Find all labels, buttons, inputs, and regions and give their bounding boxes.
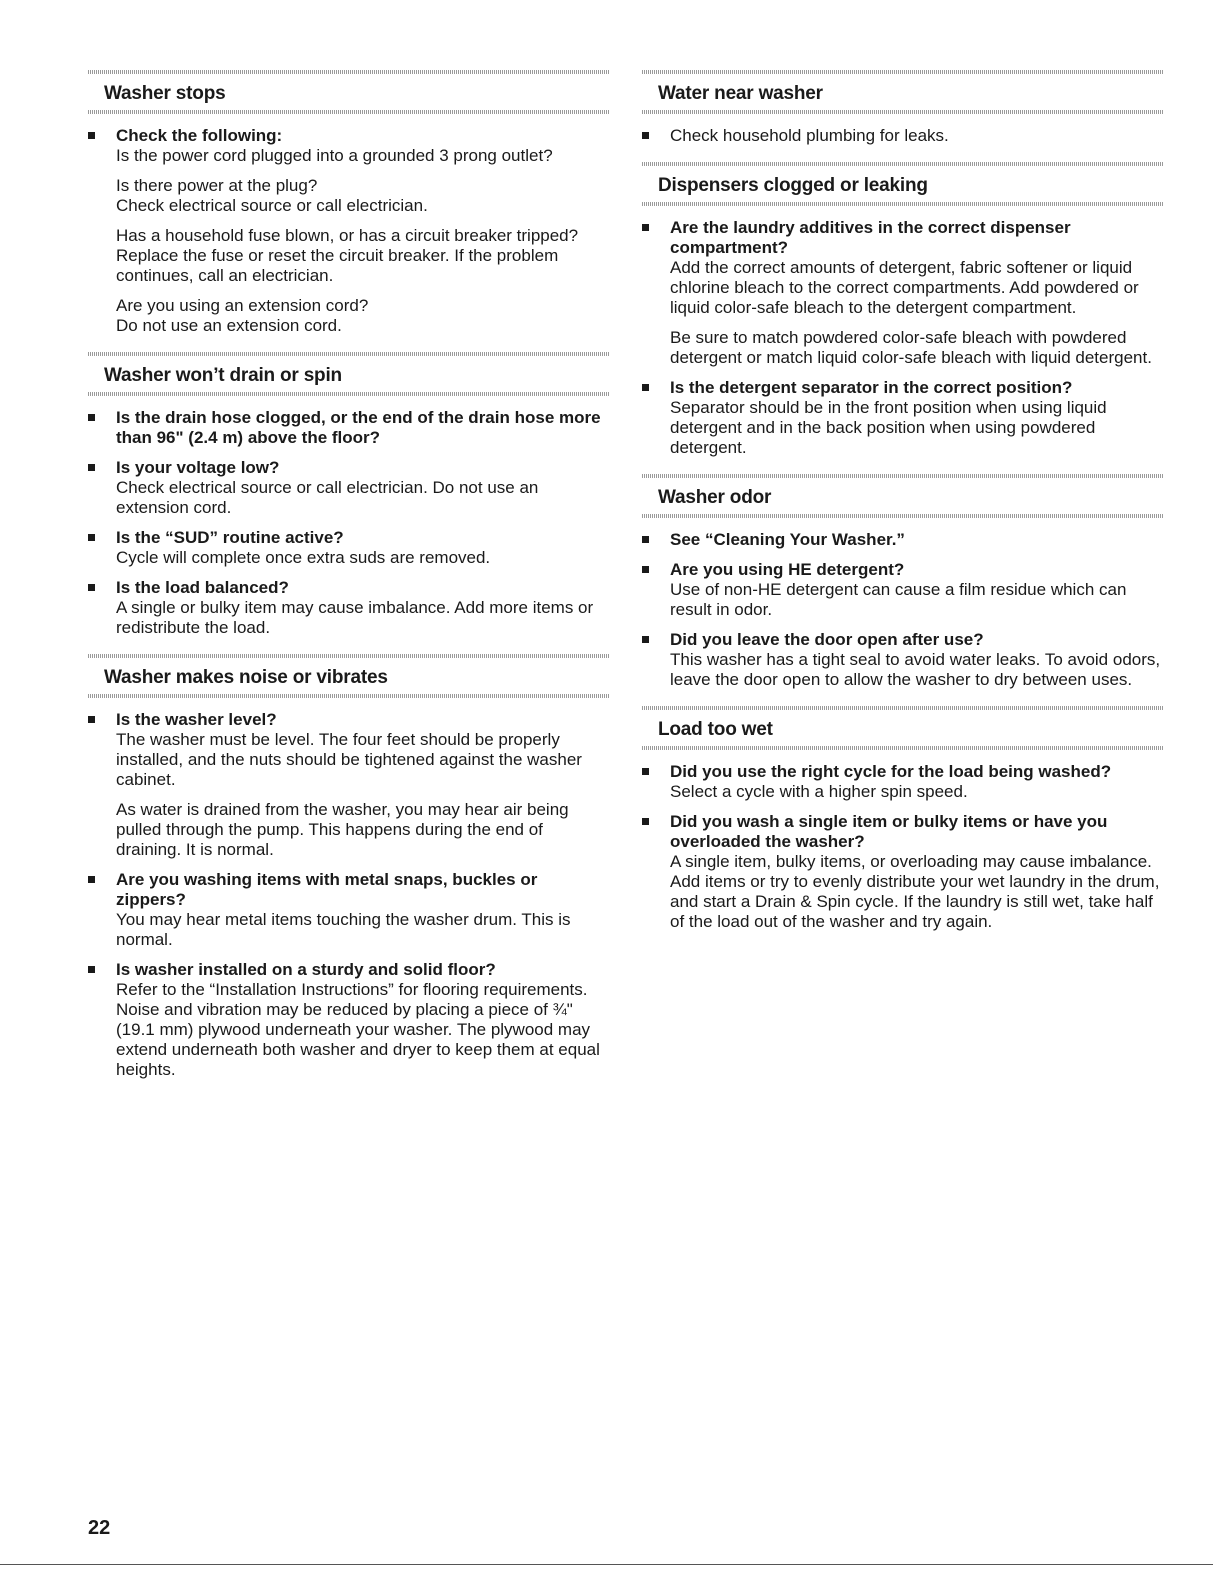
section-title: Water near washer <box>658 83 823 104</box>
square-bullet-icon <box>642 384 649 391</box>
section-title: Dispensers clogged or leaking <box>658 175 928 196</box>
square-bullet-icon <box>642 566 649 573</box>
answer-paragraph: Cycle will complete once extra suds are removed. <box>116 548 491 567</box>
answer-paragraph: The washer must be level. The four feet should be properly installed, and the nuts should be tightened against the washer cabinet. <box>116 730 582 789</box>
item-question: Did you leave the door open after use? <box>670 630 984 649</box>
square-bullet-icon <box>88 464 95 471</box>
item-list <box>88 114 610 336</box>
item-question: Is washer installed on a sturdy and solid floor? <box>116 960 496 979</box>
item-answer <box>670 852 1164 932</box>
item-question: Are you washing items with metal snaps, buckles or zippers? <box>116 870 538 909</box>
section-washer-stops <box>88 70 610 336</box>
answer-paragraph: Refer to the “Installation Instructions” for flooring requirements. Noise and vibration may be reduced by placing a piece of ¾" (19.1 mm) plywood underneath your washer. The plywood may extend underneath both washer and dryer to keep them at equal heights. <box>116 980 600 1079</box>
item-list <box>642 518 1164 690</box>
item-list <box>642 114 1164 146</box>
answer-paragraph: Separator should be in the front position when using liquid detergent and in the back position when using powdered detergent. <box>670 398 1107 457</box>
answer-paragraph: Check household plumbing for leaks. <box>670 126 949 145</box>
footer-rule <box>0 1564 1213 1565</box>
item-list <box>642 206 1164 458</box>
section-washer-won-t-drain-or-spin <box>88 352 610 638</box>
section-title: Washer odor <box>658 487 772 508</box>
item-question: Is the “SUD” routine active? <box>116 528 344 547</box>
item-answer <box>670 258 1164 368</box>
page-number: 22 <box>88 1517 111 1539</box>
item-answer <box>116 910 610 950</box>
square-bullet-icon <box>88 414 95 421</box>
list-item <box>88 528 610 568</box>
section-washer-makes-noise-or-vibrates <box>88 654 610 1080</box>
list-item <box>88 870 610 950</box>
section-title: Washer makes noise or vibrates <box>104 667 388 688</box>
square-bullet-icon <box>642 636 649 643</box>
answer-paragraph: Has a household fuse blown, or has a circuit breaker tripped? Replace the fuse or reset the circuit breaker. If the problem continues, call an electrician. <box>116 226 579 285</box>
square-bullet-icon <box>642 224 649 231</box>
answer-paragraph: Add the correct amounts of detergent, fabric softener or liquid chlorine bleach to the correct compartments. Add powdered or liquid color-safe bleach to the detergent compartment. <box>670 258 1139 317</box>
list-item <box>88 458 610 518</box>
square-bullet-icon <box>88 876 95 883</box>
item-question: See “Cleaning Your Washer.” <box>670 530 905 549</box>
item-answer <box>670 580 1164 620</box>
left-column <box>88 70 610 1096</box>
list-item <box>88 408 610 448</box>
section-dispensers-clogged-or-leaking <box>642 162 1164 458</box>
answer-paragraph: As water is drained from the washer, you may hear air being pulled through the pump. This happens during the end of draining. It is normal. <box>116 800 569 859</box>
square-bullet-icon <box>88 584 95 591</box>
list-item <box>642 560 1164 620</box>
item-answer <box>116 730 610 860</box>
list-item <box>642 126 1164 146</box>
square-bullet-icon <box>88 716 95 723</box>
list-item <box>642 762 1164 802</box>
answer-paragraph: Check electrical source or call electrician. Do not use an extension cord. <box>116 478 539 517</box>
square-bullet-icon <box>88 966 95 973</box>
square-bullet-icon <box>642 536 649 543</box>
item-list <box>642 750 1164 932</box>
answer-paragraph: Are you using an extension cord? Do not use an extension cord. <box>116 296 369 335</box>
item-question: Is the washer level? <box>116 710 277 729</box>
square-bullet-icon <box>642 818 649 825</box>
list-item <box>642 812 1164 932</box>
item-answer <box>116 980 610 1080</box>
list-item <box>642 218 1164 368</box>
answer-paragraph: Use of non-HE detergent can cause a film residue which can result in odor. <box>670 580 1127 619</box>
list-item <box>88 960 610 1080</box>
item-answer <box>116 548 610 568</box>
item-answer <box>670 650 1164 690</box>
section-washer-odor <box>642 474 1164 690</box>
right-column <box>642 70 1164 948</box>
answer-paragraph: This washer has a tight seal to avoid water leaks. To avoid odors, leave the door open to allow the washer to dry between uses. <box>670 650 1161 689</box>
item-question: Check the following: <box>116 126 283 145</box>
item-question: Is the load balanced? <box>116 578 289 597</box>
section-title: Washer stops <box>104 83 226 104</box>
item-question: Did you use the right cycle for the load being washed? <box>670 762 1112 781</box>
item-question: Is your voltage low? <box>116 458 280 477</box>
section-water-near-washer <box>642 70 1164 146</box>
list-item <box>88 710 610 860</box>
square-bullet-icon <box>642 768 649 775</box>
square-bullet-icon <box>88 132 95 139</box>
list-item <box>88 578 610 638</box>
list-item <box>642 530 1164 550</box>
list-item <box>642 378 1164 458</box>
answer-paragraph: Be sure to match powdered color-safe bleach with powdered detergent or match liquid color-safe bleach with liquid detergent. <box>670 328 1152 367</box>
list-item <box>642 630 1164 690</box>
item-answer <box>670 126 1164 146</box>
item-question: Is the drain hose clogged, or the end of the drain hose more than 96" (2.4 m) above the floor? <box>116 408 601 447</box>
square-bullet-icon <box>642 132 649 139</box>
item-question: Is the detergent separator in the correct position? <box>670 378 1073 397</box>
item-answer <box>116 598 610 638</box>
answer-paragraph: Select a cycle with a higher spin speed. <box>670 782 968 801</box>
answer-paragraph: A single or bulky item may cause imbalance. Add more items or redistribute the load. <box>116 598 594 637</box>
item-question: Did you wash a single item or bulky items or have you overloaded the washer? <box>670 812 1108 851</box>
answer-paragraph: You may hear metal items touching the washer drum. This is normal. <box>116 910 571 949</box>
section-title: Washer won’t drain or spin <box>104 365 342 386</box>
section-load-too-wet <box>642 706 1164 932</box>
item-answer <box>116 478 610 518</box>
section-title: Load too wet <box>658 719 773 740</box>
item-list <box>88 698 610 1080</box>
answer-paragraph: Is there power at the plug? Check electrical source or call electrician. <box>116 176 428 215</box>
item-answer <box>670 398 1164 458</box>
item-list <box>88 396 610 638</box>
answer-paragraph: A single item, bulky items, or overloading may cause imbalance. Add items or try to evenly distribute your wet laundry in the drum, and start a Drain & Spin cycle. If the laundry is still wet, take half of the load out of the washer and try again. <box>670 852 1160 931</box>
item-answer <box>670 782 1164 802</box>
answer-paragraph: Is the power cord plugged into a grounded 3 prong outlet? <box>116 146 553 165</box>
square-bullet-icon <box>88 534 95 541</box>
item-question: Are you using HE detergent? <box>670 560 905 579</box>
item-answer <box>116 146 610 336</box>
list-item <box>88 126 610 336</box>
item-question: Are the laundry additives in the correct dispenser compartment? <box>670 218 1071 257</box>
